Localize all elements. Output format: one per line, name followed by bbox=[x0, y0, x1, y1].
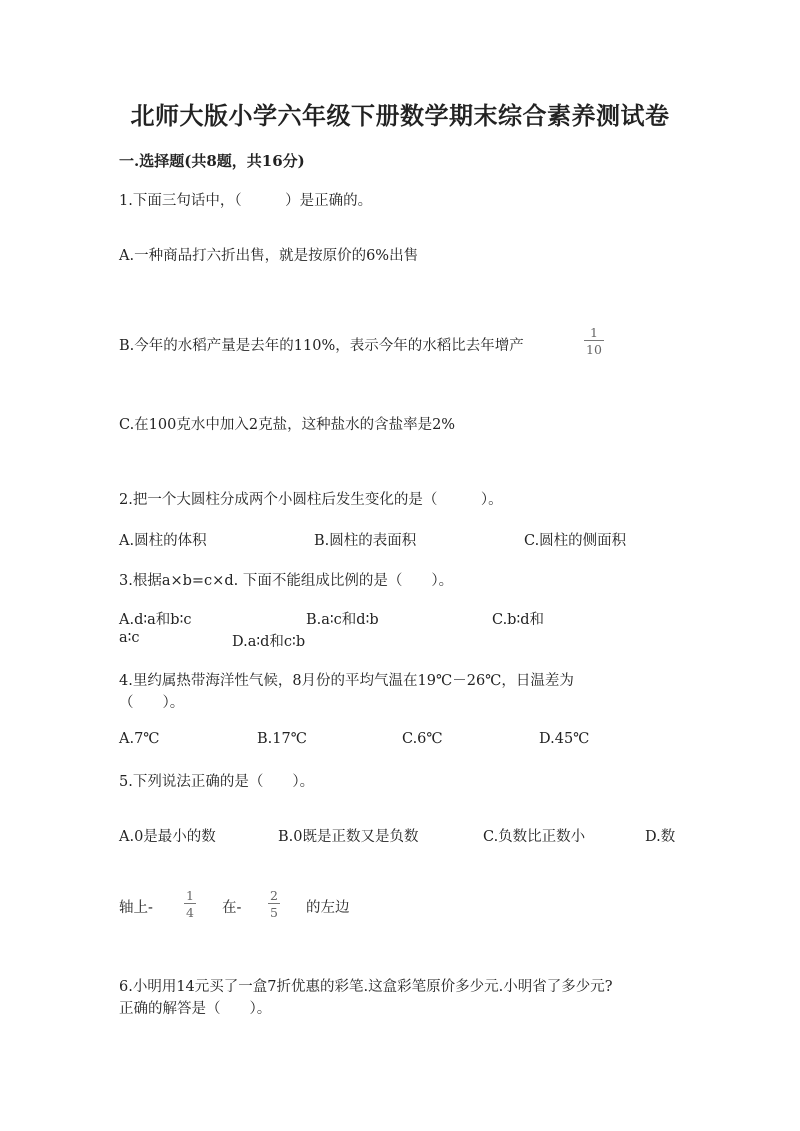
question-2-option-a: A.圆柱的体积 bbox=[119, 533, 207, 549]
question-1-option-c: C.在100克水中加入2克盐，这种盐水的含盐率是2% bbox=[119, 417, 456, 433]
fraction-bar bbox=[584, 340, 604, 341]
question-4-option-d: D.45℃ bbox=[539, 731, 590, 747]
page-title: 北师大版小学六年级下册数学期末综合素养测试卷 bbox=[130, 101, 670, 130]
fraction-numerator: 1 bbox=[186, 888, 194, 903]
question-1-fraction bbox=[584, 326, 604, 356]
question-1-option-a: A.一种商品打六折出售，就是按原价的6%出售 bbox=[119, 248, 419, 264]
fraction-bar bbox=[184, 903, 196, 904]
question-6-stem: 6.小明用14元买了一盒7折优惠的彩笔.这盒彩笔原价多少元.小明省了多少元? bbox=[119, 979, 613, 995]
question-3-option-b: B.a∶c和d∶b bbox=[306, 612, 379, 628]
question-4-option-a: A.7℃ bbox=[119, 731, 160, 747]
question-4-option-b: B.17℃ bbox=[257, 731, 307, 747]
question-4-stem: 4.里约属热带海洋性气候，8月份的平均气温在19℃－26℃，日温差为 bbox=[119, 673, 574, 689]
fraction-bar bbox=[268, 903, 280, 904]
fraction-numerator: 2 bbox=[270, 888, 278, 903]
fraction-denominator: 5 bbox=[270, 905, 278, 920]
question-3-option-a: A.d∶a和b∶c bbox=[119, 612, 192, 628]
question-5-option-a: A.0是最小的数 bbox=[119, 829, 216, 845]
question-5-option-c: C.负数比正数小 bbox=[483, 829, 586, 845]
fraction-numerator: 1 bbox=[589, 325, 598, 340]
question-2-option-c: C.圆柱的侧面积 bbox=[524, 533, 627, 549]
question-2-option-b: B.圆柱的表面积 bbox=[314, 533, 417, 549]
question-4-option-c: C.6℃ bbox=[402, 731, 443, 747]
question-5-option-d-middle: 在- bbox=[222, 900, 242, 916]
question-2-stem: 2.把一个大圆柱分成两个小圆柱后发生变化的是（ ）。 bbox=[119, 492, 503, 508]
question-1-option-b: B.今年的水稻产量是去年的110%，表示今年的水稻比去年增产 bbox=[119, 338, 524, 354]
question-6-stem-continued: 正确的解答是（ ）。 bbox=[119, 1001, 272, 1017]
question-4-stem-continued: （ ）。 bbox=[119, 695, 185, 711]
section-heading: 一.选择题(共8题，共16分) bbox=[119, 152, 305, 170]
question-5-stem: 5.下列说法正确的是（ ）。 bbox=[119, 774, 315, 790]
question-3-option-c-continued: a∶c bbox=[119, 630, 140, 646]
question-3-option-c: C.b∶d和 bbox=[492, 612, 545, 628]
question-5-option-d: D.数 bbox=[645, 829, 676, 845]
question-1-stem: 1.下面三句话中，（ ）是正确的。 bbox=[119, 193, 373, 209]
fraction-denominator: 4 bbox=[186, 905, 194, 920]
question-5-option-d-suffix: 的左边 bbox=[306, 900, 350, 916]
question-5-option-d-prefix: 轴上- bbox=[119, 900, 153, 916]
question-3-option-d: D.a∶d和c∶b bbox=[232, 634, 306, 650]
question-3-stem: 3.根据a×b=c×d. 下面不能组成比例的是（ ）。 bbox=[119, 573, 454, 589]
fraction-denominator: 10 bbox=[586, 342, 602, 357]
question-5-fraction-1 bbox=[184, 889, 196, 919]
question-5-option-b: B.0既是正数又是负数 bbox=[278, 829, 419, 845]
question-5-fraction-2 bbox=[268, 889, 280, 919]
